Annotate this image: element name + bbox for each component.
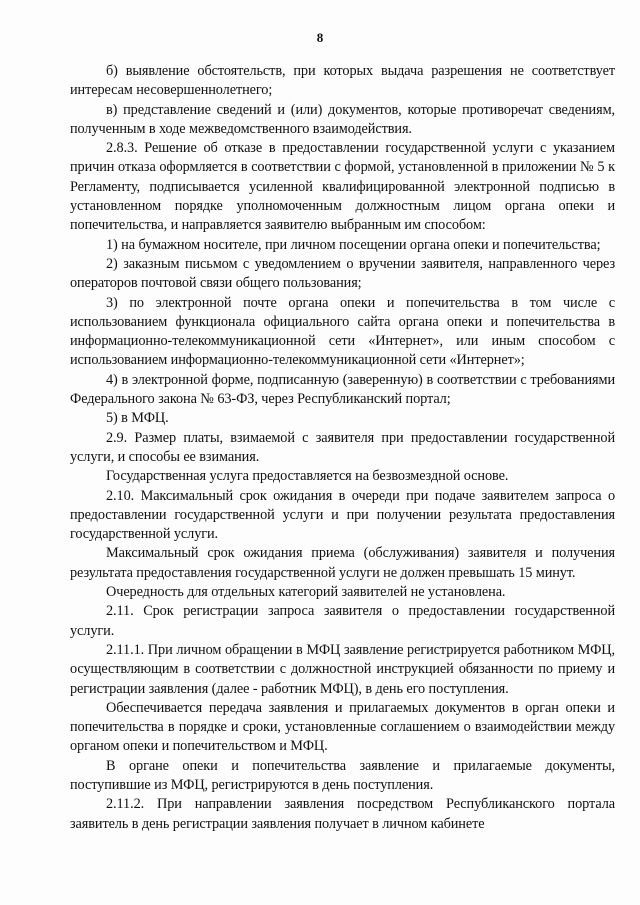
paragraph-priority: Очередность для отдельных категорий заявителей не установлена. <box>106 584 506 601</box>
paragraph-2-11-2: 2.11.2. При направлении заявления посредством Республиканского портала заявитель в день регистрации заявления получает в личном кабинете <box>70 796 615 832</box>
paragraph-method-email: 3) по электронной почте органа опеки и попечительства в том числе с использованием функционала официального сайта органа опеки и попечительства в информационно-телекоммуникационной сети «Интернет», или иным способом с использованием информационно-телекоммуникационной сети «Интернет»; <box>70 294 615 369</box>
paragraph-v-contradicting-info: в) представление сведений и (или) документов, которые противоречат сведениям, полученным в ходе межведомственного взаимодействия. <box>70 101 615 137</box>
paragraph-b-circumstances: б) выявление обстоятельств, при которых выдача разрешения не соответствует интересам несовершеннолетнего; <box>70 63 615 99</box>
paragraph-2-8-3: 2.8.3. Решение об отказе в предоставлении государственной услуги с указанием причин отказа оформляется в соответствии с формой, установленной в приложении № 5 к Регламенту, подписывается усиленной квалифицированной электронной подписью в установленном порядке уполномоченным должностным лицом органа опеки и попечительства, и направляется заявителю выбранным им способом: <box>70 140 615 234</box>
paragraph-transfer-documents: Обеспечивается передача заявления и прилагаемых документов в орган опеки и попечительства в порядке и сроки, установленные соглашением о взаимодействии между органом опеки и попечительством и МФЦ. <box>70 699 615 755</box>
paragraph-2-11: 2.11. Срок регистрации запроса заявителя о предоставлении государственной услуги. <box>70 603 615 639</box>
document-body <box>70 62 615 834</box>
paragraph-2-9: 2.9. Размер платы, взимаемой с заявителя при предоставлении государственной услуги, и способы ее взимания. <box>70 429 615 465</box>
paragraph-free-of-charge: Государственная услуга предоставляется на безвозмездной основе. <box>106 468 509 485</box>
paragraph-max-wait-time: Максимальный срок ожидания приема (обслуживания) заявителя и получения результата предоставления государственной услуги не должен превышать 15 минут. <box>70 545 615 581</box>
paragraph-method-registered-mail: 2) заказным письмом с уведомлением о вручении заявителя, направленного через операторов почтовой связи общего пользования; <box>70 255 615 292</box>
paragraph-method-paper: 1) на бумажном носителе, при личном посещении органа опеки и попечительства; <box>106 236 601 253</box>
paragraph-registration-day: В органе опеки и попечительства заявление и прилагаемые документы, поступившие из МФЦ, регистрируются в день поступления. <box>70 757 615 793</box>
paragraph-2-10: 2.10. Максимальный срок ожидания в очереди при подаче заявителем запроса о предоставлении государственной услуги и при получении результата предоставления государственной услуги. <box>70 487 615 543</box>
page-number: 8 <box>316 30 324 45</box>
paragraph-method-mfc: 5) в МФЦ. <box>106 410 169 427</box>
paragraph-2-11-1: 2.11.1. При личном обращении в МФЦ заявление регистрируется работником МФЦ, осуществляющим в соответствии с должностной инструкцией обязанности по приему и регистрации заявления (далее - работник МФЦ), в день его поступления. <box>70 641 615 697</box>
paragraph-method-electronic: 4) в электронной форме, подписанную (заверенную) в соответствии с требованиями Федерального закона № 63-ФЗ, через Республиканский портал; <box>70 371 615 408</box>
